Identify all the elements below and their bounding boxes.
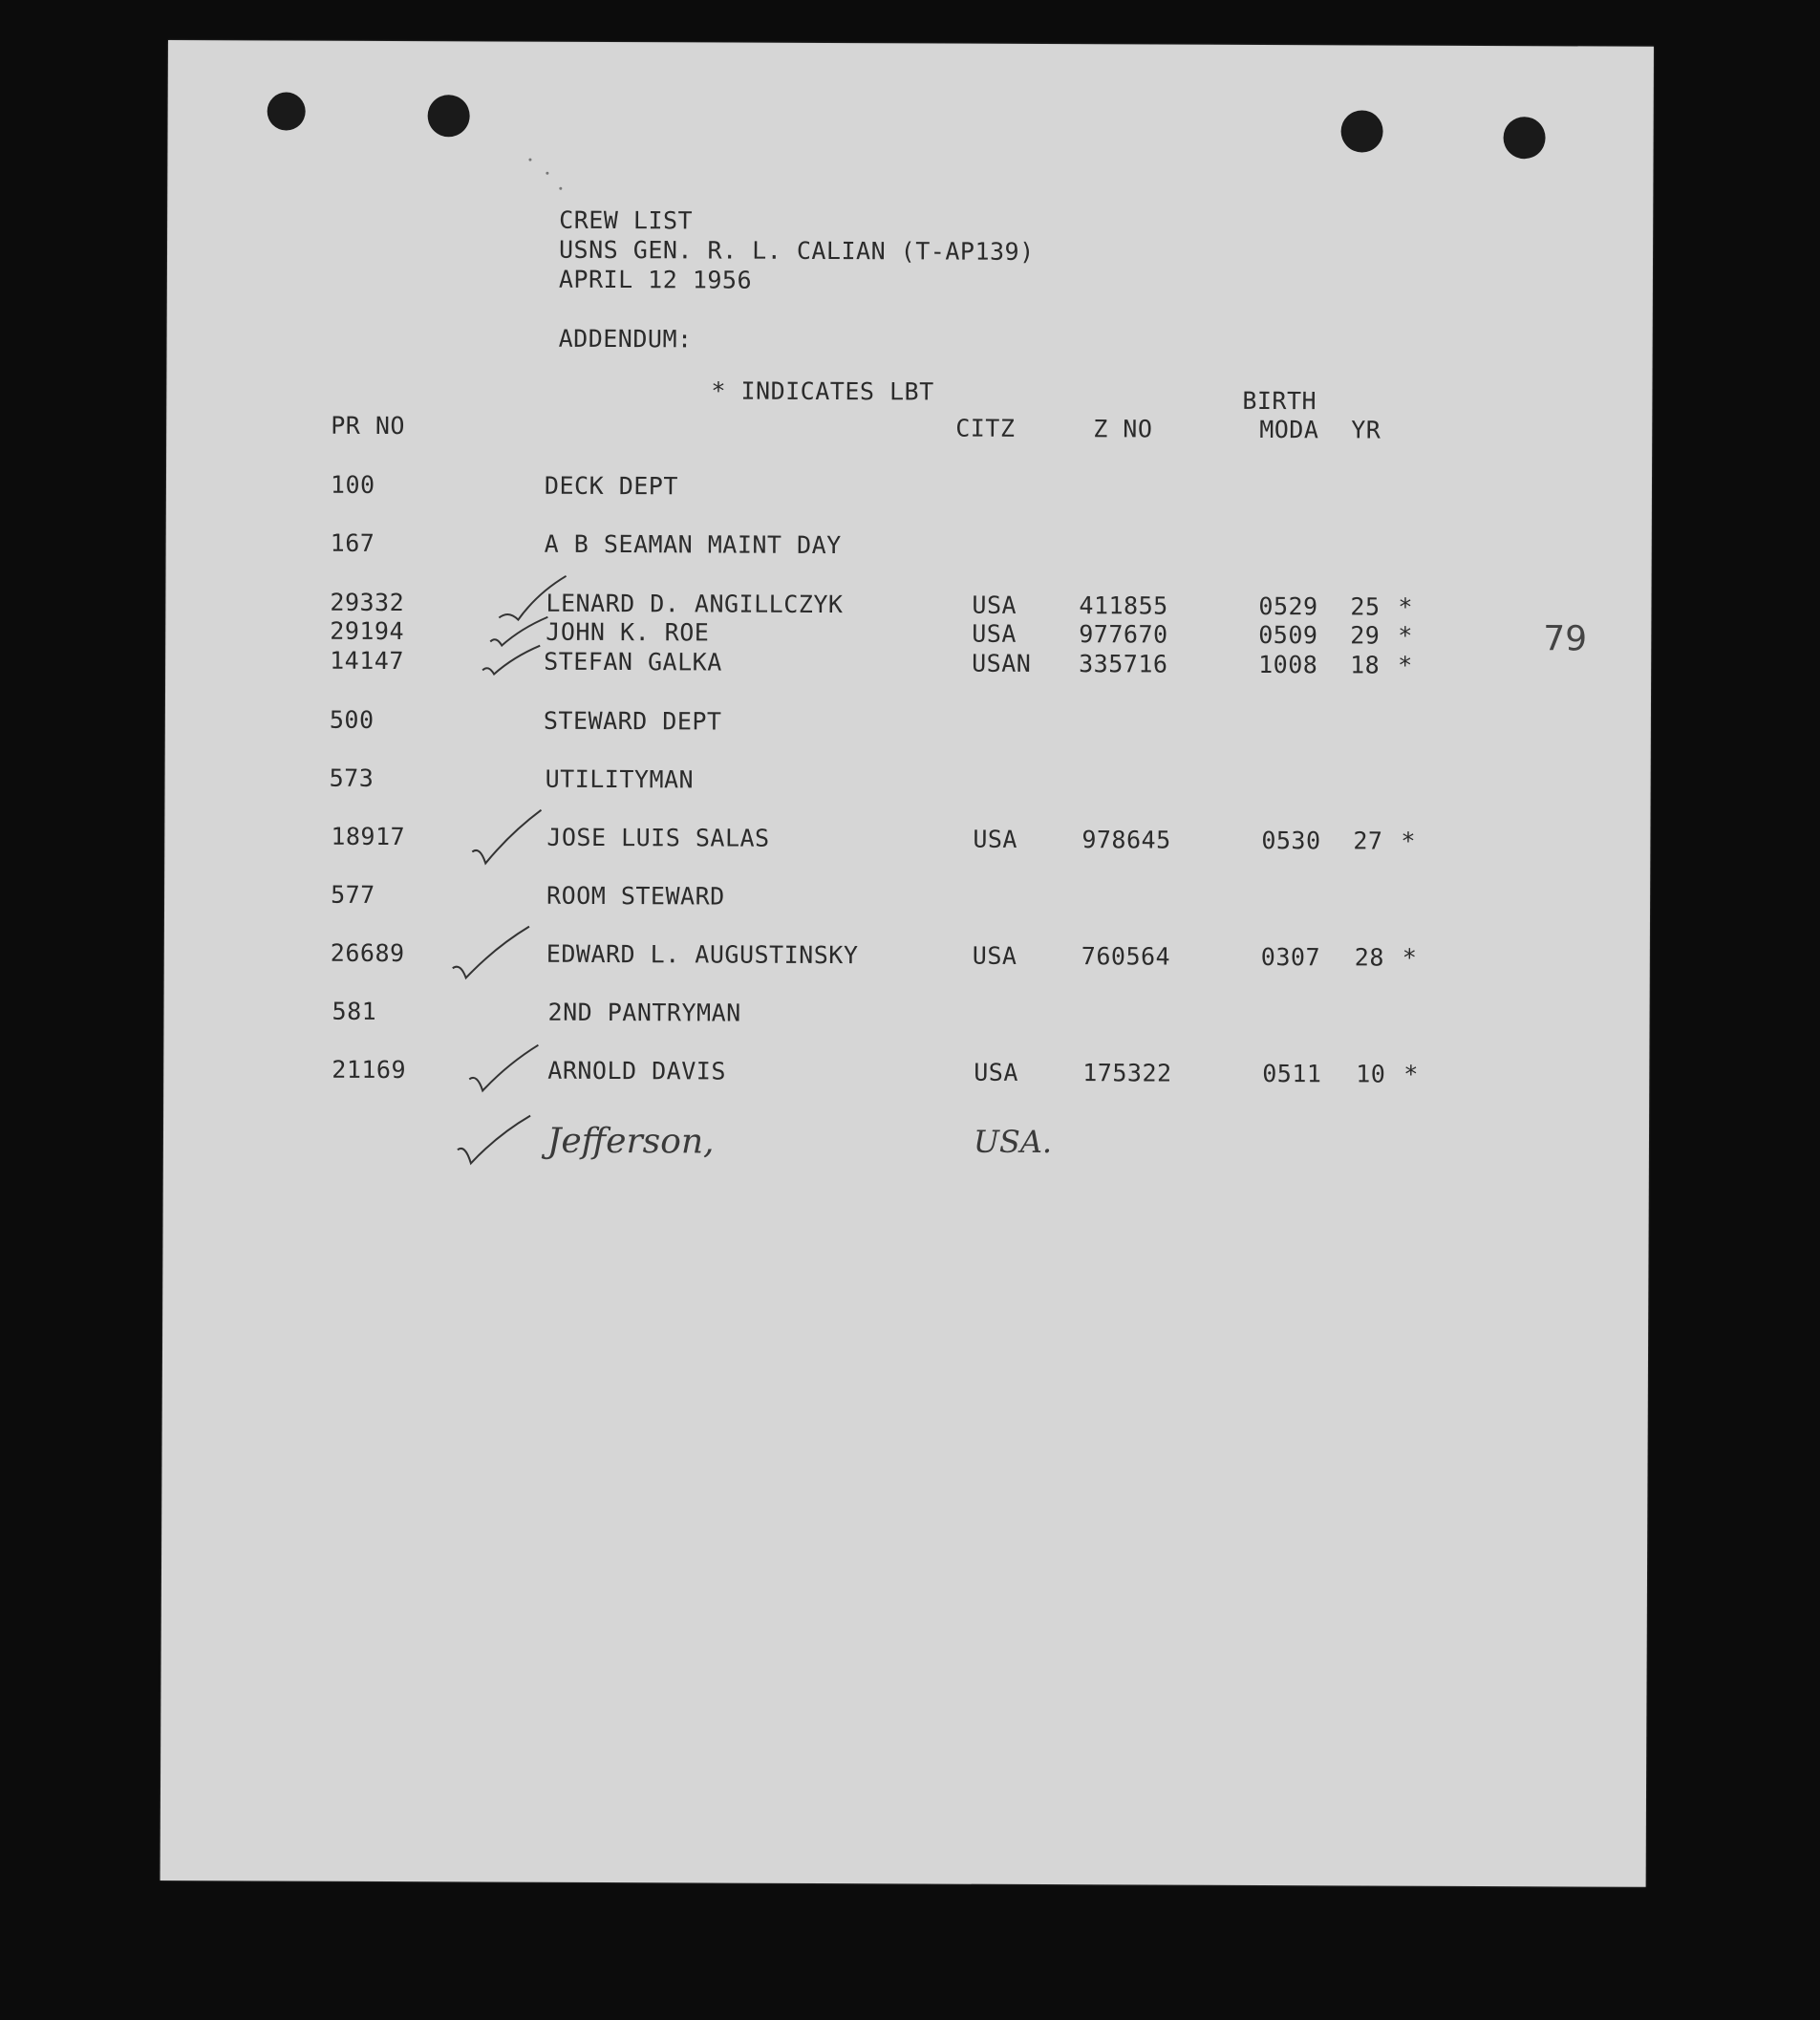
col-header-birth: BIRTH (1242, 386, 1317, 416)
row-name: EDWARD L. AUGUSTINSKY (546, 939, 859, 970)
row-pr: 18917 (331, 822, 406, 851)
row-zno: 977670 (1079, 620, 1168, 649)
row-zno: 760564 (1081, 942, 1171, 971)
binder-hole-4 (1503, 117, 1545, 159)
row-pr: 29332 (330, 588, 405, 617)
row-pr: 100 (330, 470, 375, 499)
row-name: JOSE LUIS SALAS (546, 823, 770, 852)
row-pr: 21169 (332, 1055, 407, 1085)
row-name: A B SEAMAN MAINT DAY (544, 529, 842, 560)
speck (528, 159, 531, 161)
row-citz: USA (972, 941, 1017, 970)
row-citz: USAN (972, 649, 1032, 677)
row-pr: 500 (329, 705, 375, 734)
handwritten-citz: USA. (973, 1123, 1053, 1161)
row-citz: USA (972, 619, 1017, 648)
row-pr: 577 (331, 880, 375, 909)
row-moda: 1008 (1258, 650, 1318, 679)
row-yr: 10 (1356, 1060, 1386, 1088)
speck (546, 172, 548, 175)
row-zno: 978645 (1081, 826, 1171, 854)
row-zno: 175322 (1082, 1059, 1172, 1087)
row-yr: 27 (1353, 827, 1383, 855)
legend-note: * INDICATES LBT (711, 376, 934, 406)
binder-hole-3 (1340, 110, 1382, 152)
row-name: STEFAN GALKA (544, 647, 722, 677)
row-name: JOHN K. ROE (546, 617, 710, 647)
row-name: UTILITYMAN (545, 764, 695, 794)
row-moda: 0530 (1261, 827, 1321, 855)
row-moda: 0307 (1260, 943, 1321, 972)
ship-name: USNS GEN. R. L. CALIAN (T-AP139) (558, 235, 1035, 266)
row-yr: 25 (1350, 592, 1381, 621)
row-moda: 0529 (1258, 591, 1318, 621)
check-mark-icon (468, 806, 545, 869)
lbt-marker: * (1403, 1060, 1419, 1088)
doc-date: APRIL 12 1956 (558, 265, 753, 294)
row-pr: 14147 (330, 646, 404, 676)
col-header-citz: CITZ (955, 414, 1016, 442)
check-mark-icon (465, 1041, 542, 1096)
row-name: LENARD D. ANGILLCZYK (546, 589, 844, 619)
lbt-marker: * (1398, 651, 1413, 679)
lbt-marker: * (1398, 592, 1414, 621)
row-yr: 18 (1350, 651, 1381, 679)
handwritten-name: Jefferson, (546, 1121, 715, 1162)
row-citz: USA (973, 825, 1018, 853)
row-moda: 0511 (1262, 1060, 1322, 1088)
binder-hole-1 (268, 92, 306, 130)
lbt-marker: * (1401, 827, 1416, 855)
row-pr: 581 (332, 997, 377, 1025)
lbt-marker: * (1402, 943, 1418, 972)
row-moda: 0509 (1258, 620, 1318, 650)
col-header-yr: YR (1351, 416, 1381, 444)
row-pr: 167 (330, 528, 375, 557)
row-name: 2ND PANTRYMAN (547, 998, 741, 1027)
row-zno: 335716 (1079, 650, 1168, 678)
row-name: STEWARD DEPT (543, 706, 722, 736)
col-header-moda: MODA (1259, 415, 1319, 444)
addendum-label: ADDENDUM: (558, 324, 693, 354)
document-page (161, 40, 1654, 1887)
check-mark-icon (449, 922, 535, 983)
check-mark-icon (454, 1111, 536, 1169)
col-header-z-no: Z NO (1093, 415, 1153, 443)
row-yr: 29 (1350, 621, 1381, 650)
row-pr: 29194 (330, 616, 405, 646)
row-yr: 28 (1354, 943, 1384, 972)
col-header-pr-no: PR NO (331, 411, 406, 441)
lbt-marker: * (1398, 621, 1413, 650)
row-pr: 26689 (330, 938, 405, 968)
row-name: ARNOLD DAVIS (547, 1056, 726, 1085)
row-citz: USA (972, 591, 1017, 619)
doc-title: CREW LIST (559, 205, 694, 235)
row-pr: 573 (329, 763, 375, 792)
binder-hole-2 (428, 95, 470, 137)
row-zno: 411855 (1079, 591, 1168, 620)
row-name: DECK DEPT (544, 471, 679, 501)
row-name: ROOM STEWARD (546, 881, 725, 911)
check-mark-icon (479, 641, 546, 679)
row-citz: USA (974, 1058, 1019, 1086)
page-number: 79 (1543, 619, 1588, 659)
speck (559, 187, 562, 190)
